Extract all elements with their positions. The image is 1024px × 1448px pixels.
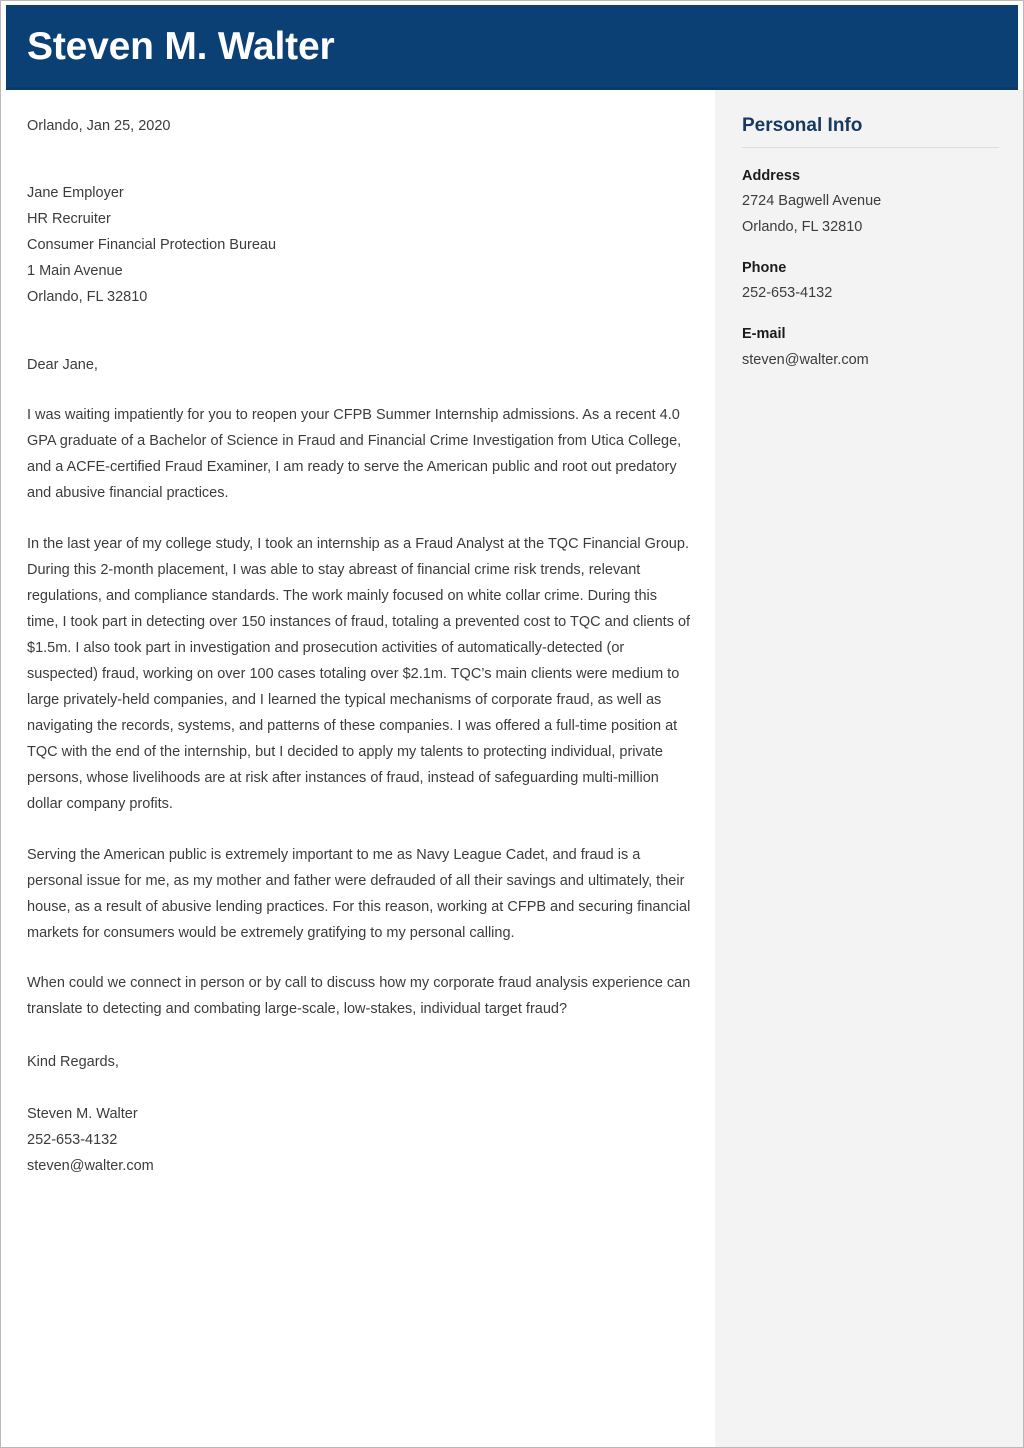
recipient-line: Jane Employer [27, 184, 124, 201]
applicant-name: Steven M. Walter [27, 24, 335, 68]
letter-body [1, 90, 715, 1180]
info-group-phone [742, 257, 999, 307]
signature-block [27, 1102, 691, 1180]
letter-date: Orlando, Jan 25, 2020 [27, 118, 171, 134]
body-paragraph: In the last year of my college study, I took an internship as a Fraud Analyst at the TQC Financial Group. During this 2-month placement, I was able to stay abreast of financial crime risk trends, relevant regulations, and compliance standards. The work mainly focused on white collar crime. During this time, I took part in detecting over 150 instances of fraud, totaling a prevented cost to TQC and clients of $1.5m. I also took part in investigation and prosecution activities of automatically-detected (or suspected) fraud, working on over 100 cases totaling over $2.1m. TQC’s main clients were medium to large privately-held companies, and I learned the typical mechanisms of corporate fraud, as well as navigating the records, systems, and patterns of these companies. I was offered a full-time position at TQC with the end of the internship, but I decided to apply my talents to protecting individual, private persons, whose livelihoods are at risk after instances of fraud, instead of safeguarding multi-million dollar company profits. [27, 536, 691, 812]
body-paragraph: When could we connect in person or by call to discuss how my corporate fraud analysis experience can translate to detecting and combating large-scale, low-stakes, individual target fraud? [27, 975, 691, 1018]
recipient-line: Consumer Financial Protection Bureau [27, 236, 277, 253]
info-value-address-street: 2724 Bagwell Avenue [742, 193, 882, 210]
sidebar-divider [742, 147, 999, 148]
recipient-block [27, 181, 691, 311]
info-value-email: steven@walter.com [742, 351, 869, 368]
recipient-line: 1 Main Avenue [27, 262, 123, 279]
info-value-phone: 252-653-4132 [742, 285, 833, 302]
recipient-line: HR Recruiter [27, 210, 111, 227]
signature-phone: 252-653-4132 [27, 1132, 118, 1149]
signature-email: steven@walter.com [27, 1158, 154, 1175]
sidebar-title: Personal Info [742, 115, 863, 136]
salutation: Dear Jane, [27, 356, 98, 373]
closing-line: Kind Regards, [27, 1054, 119, 1071]
body-paragraph: Serving the American public is extremely important to me as Navy League Cadet, and fraud is a personal issue for me, as my mother and father were defrauded of all their savings and ultimately, their house, as a result of abusive lending practices. For this reason, working at CFPB and securing financial markets for consumers would be extremely gratifying to my personal calling. [27, 846, 691, 941]
info-group-email [742, 323, 999, 373]
signature-name: Steven M. Walter [27, 1106, 138, 1123]
info-label-email: E-mail [742, 326, 786, 343]
info-label-address: Address [742, 167, 801, 184]
info-group-address [742, 165, 999, 241]
personal-info-sidebar [715, 90, 1023, 1447]
info-label-phone: Phone [742, 259, 787, 276]
body-paragraph: I was waiting impatiently for you to reopen your CFPB Summer Internship admissions. As a recent 4.0 GPA graduate of a Bachelor of Science in Fraud and Financial Crime Investigation from Utica College, and a ACFE-certified Fraud Examiner, I am ready to serve the American public and root out predatory and abusive financial practices. [27, 407, 682, 502]
info-value-address-city: Orlando, FL 32810 [742, 219, 863, 236]
recipient-line: Orlando, FL 32810 [27, 288, 148, 305]
header-banner [6, 5, 1018, 90]
